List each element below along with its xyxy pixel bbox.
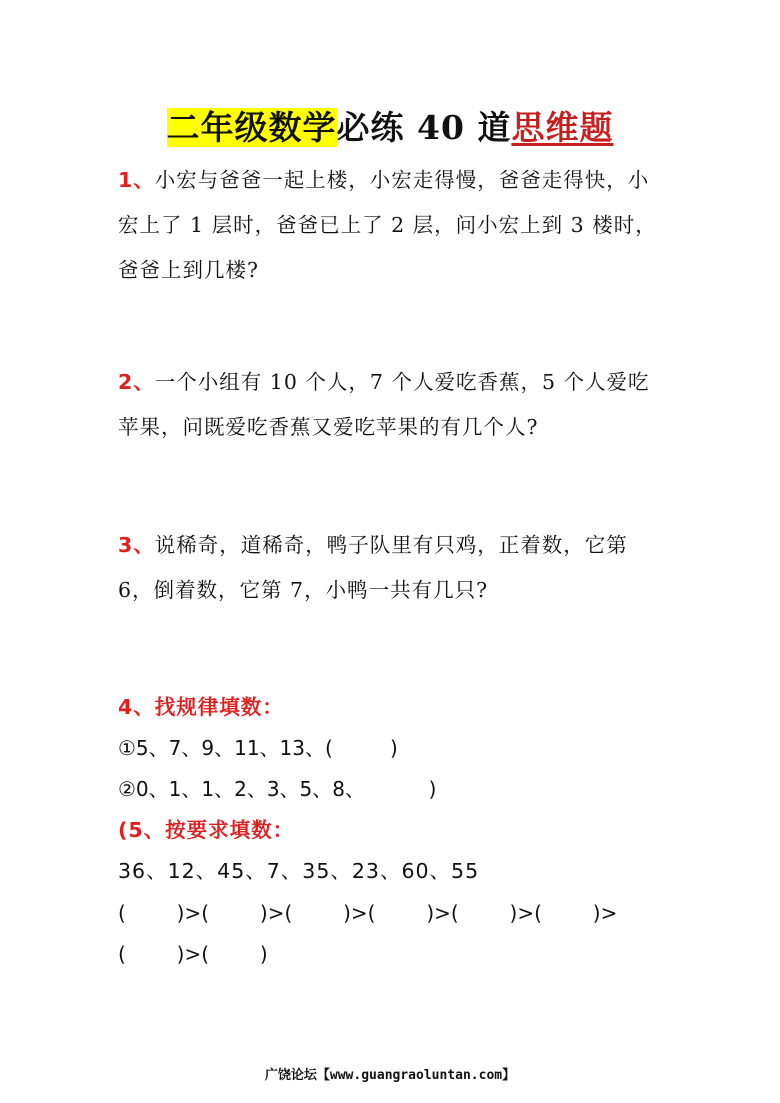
question-5-answer-row-1: ( )>( )>( )>( )>( )>( )> bbox=[118, 901, 618, 925]
question-5-heading: (5、按要求填数： bbox=[118, 818, 295, 842]
title-red: 思维题 bbox=[511, 108, 614, 147]
question-3-number: 3、 bbox=[118, 533, 155, 557]
title-highlighted: 二年级数学 bbox=[166, 108, 337, 147]
footer-watermark: 广饶论坛【www.guangraoluntan.com】 bbox=[264, 1068, 516, 1083]
question-2 bbox=[118, 360, 670, 450]
question-5-numbers: 36、12、45、7、35、23、60、55 bbox=[118, 859, 480, 883]
question-4-line-1: ①5、7、9、11、13、( ) bbox=[118, 736, 398, 760]
question-2-number: 2、 bbox=[118, 370, 155, 394]
question-2-text: 一个小组有 10 个人，7 个人爱吃香蕉，5 个人爱吃苹果，问既爱吃香蕉又爱吃苹果的有几个人? bbox=[118, 370, 650, 439]
question-1-number: 1、 bbox=[118, 168, 155, 192]
question-1-text: 小宏与爸爸一起上楼，小宏走得慢，爸爸走得快，小宏上了 1 层时，爸爸已上了 2 层，问小宏上到 3 楼时，爸爸上到几楼? bbox=[118, 168, 657, 282]
title-middle: 必练 40 道 bbox=[336, 108, 512, 147]
page-title bbox=[0, 104, 780, 152]
question-3-text: 说稀奇，道稀奇，鸭子队里有只鸡，正着数，它第 6，倒着数，它第 7，小鸭一共有几只? bbox=[118, 533, 628, 602]
question-1 bbox=[118, 158, 670, 293]
question-4-heading: 4、找规律填数： bbox=[118, 695, 284, 719]
question-3 bbox=[118, 523, 670, 613]
question-5-answer-row-2: ( )>( ) bbox=[118, 942, 268, 966]
question-4-line-2: ②0、1、1、2、3、5、8、 ) bbox=[118, 777, 437, 801]
